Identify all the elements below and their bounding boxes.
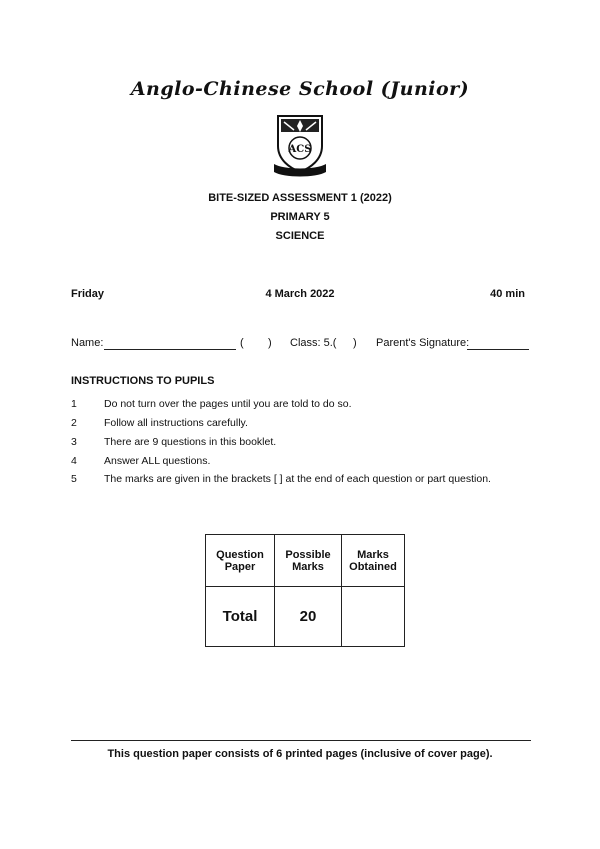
name-field[interactable] [104,349,236,350]
header-possible-marks: Possible Marks [275,535,342,587]
instruction-text: Follow all instructions carefully. [104,417,248,429]
register-bracket-open: ( [240,337,244,349]
instruction-text: The marks are given in the brackets [ ] at the end of each question or part question. [104,473,491,485]
footer-note: This question paper consists of 6 printed pages (inclusive of cover page). [107,748,493,760]
footer-divider [71,740,531,741]
instruction-item [71,436,531,450]
marks-table-header-row [206,535,405,587]
exam-duration: 40 min [490,288,525,300]
exam-day: Friday [71,288,105,300]
subject-title: SCIENCE [275,230,325,242]
assessment-title: BITE-SIZED ASSESSMENT 1 (2022) [208,192,392,204]
instructions-title: INSTRUCTIONS TO PUPILS [71,375,215,387]
header-question-paper: Question Paper [206,535,275,587]
instruction-item [71,417,531,431]
student-details-line [71,337,531,353]
school-crest-logo [268,112,332,178]
exam-date: 4 March 2022 [265,288,335,300]
total-label: Total [206,587,275,647]
class-label: Class: 5.( [290,337,337,349]
instruction-item [71,473,531,487]
level-title: PRIMARY 5 [270,211,330,223]
instruction-number: 4 [71,455,77,467]
instruction-item [71,398,531,412]
obtained-total-cell[interactable] [342,587,405,647]
instruction-number: 2 [71,417,77,429]
possible-total: 20 [275,587,342,647]
signature-label: Parent's Signature: [376,337,470,349]
instruction-item [71,455,531,469]
svg-text:ACS: ACS [288,144,312,155]
instruction-text: Answer ALL questions. [104,455,211,467]
name-label: Name: [71,337,104,349]
class-bracket-close: ) [353,337,357,349]
header-marks-obtained: Marks Obtained [342,535,405,587]
instruction-number: 3 [71,436,77,448]
instruction-text: There are 9 questions in this booklet. [104,436,277,448]
signature-field[interactable] [467,349,529,350]
marks-table-total-row [206,587,405,647]
instruction-number: 1 [71,398,77,410]
school-name: Anglo-Chinese School (Junior) [130,78,470,100]
instruction-number: 5 [71,473,77,485]
marks-table [205,534,405,647]
instruction-text: Do not turn over the pages until you are told to do so. [104,398,352,410]
register-bracket-close: ) [268,337,272,349]
